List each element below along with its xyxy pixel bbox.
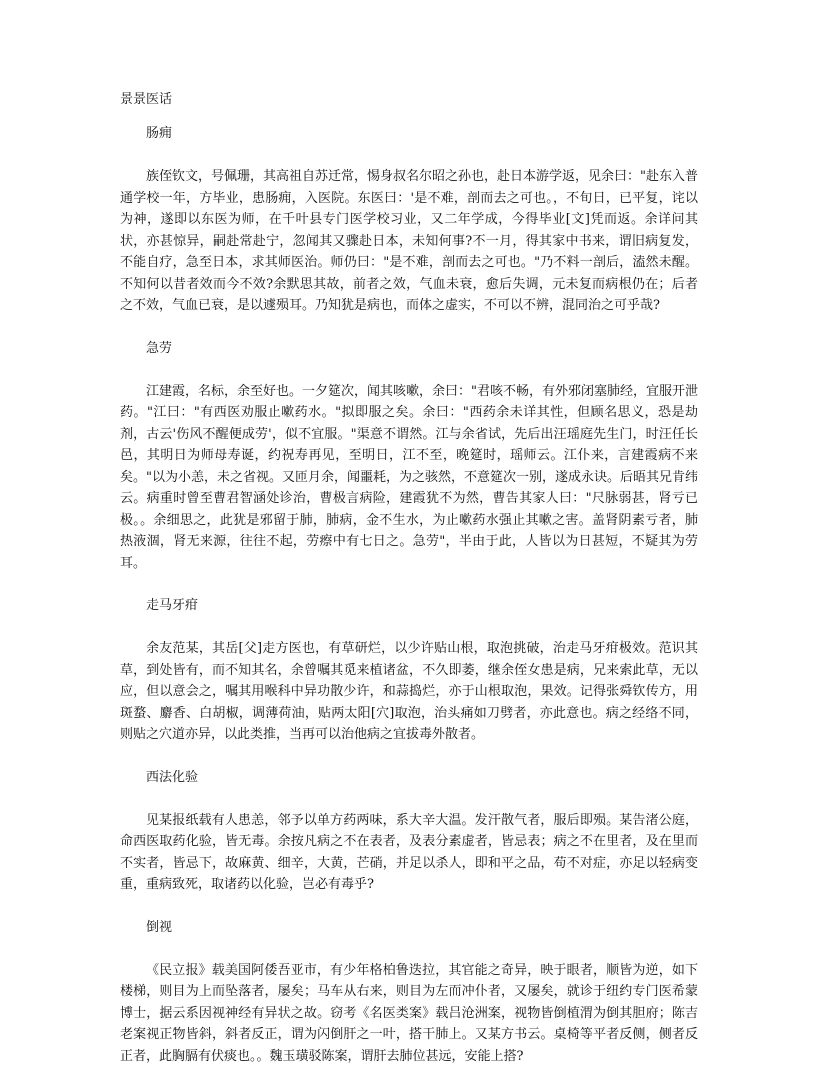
section-heading-xifahuayan: 西法化验	[120, 770, 698, 786]
section-text-daoshi: 《民立报》载美国阿倭吾亚市，有少年格柏鲁迭拉，其官能之奇异，映于眼者，顺皆为逆，如下楼梯，则目为上而坠落者，屡矣；马车从右来，则目为左而冲仆者，又屡矣，就诊于纽约专门医希蒙博士，据云系因视神经有异状之故。窃考《名医类案》载吕沧洲案，视物皆倒植渭为倒其胆府；陈吉老案视正物皆斜，斜者反正，谓为闪倒肝之一叶，搭干肺上。又某方书云。桌椅等平者反侧，侧者反正者，此胸膈有伏痰也。。魏玉璜驳陈案，谓肝去肺位甚远，安能上搭?	[120, 960, 698, 1067]
section-heading-jilao: 急劳	[120, 341, 698, 357]
section-text-jilao: 江建霞，名标，余至好也。一夕筵次，闻其咳嗽，余曰："君咳不畅，有外邪闭塞肺经，宜服开泄药。"江曰："有西医劝服止嗽药水。"拟即服之矣。余曰："西药余未详其性，但顾名思义，恐是劫剂，古云'伤风不醒便成劳'，似不宜服。"渠意不谓然。江与余省试，先后出汪瑶庭先生门，时汪任长邑，其明日为师母寿诞，约祝寿再见，至明日，江不至，晚筵时，瑶师云。江仆来，言建霞病不来矣。"以为小恙，未之省视。又匝月余，闻噩耗，为之骇然，不意筵次一别，遂成永诀。后晤其兄肯纬云。病重时曾至曹君智涵处诊治，曹极言病险，建霞犹不为然，曹告其家人曰："尺脉弱甚，肾亏已极。。余细思之，此犹是邪留于肺，肺病，金不生水，为止嗽药水强止其嗽之害。盖肾阴素亏者，肺热液涸，肾无来源，往往不起，劳瘵中有七日之。急劳"，半由于此，人皆以为日甚短，不疑其为劳耳。	[120, 381, 698, 575]
section-text-xifahuayan: 见某报纸载有人患恙，邻予以单方药两味，系大辛大温。发汗散气者，服后即殒。某告渚公庭，命西医取药化验，皆无毒。余按凡病之不在表者，及表分素虚者，皆忌表；病之不在里者，及在里而不实者，皆忌下，故麻黄、细辛，大黄，芒硝，并足以杀人，即和平之品，苟不对症，亦足以轻病变重，重病致死，取诸药以化验，岂必有毒乎?	[120, 810, 698, 896]
section-text-changyong: 族侄钦文，号佩珊，其高祖自苏迁常，惕身叔名尔昭之孙也，赴日本游学返，见余曰："赴东入普通学校一年，方毕业，患肠痈，入医院。东医曰：'是不难，剖而去之可也。，不旬日，已平复，诧以为神，遂即以东医为师，在千叶县专门医学校习业，又二年学成，今得毕业[文]凭而返。余详问其状，亦甚惊异，嗣赴常赴宁，忽闻其又骤赴日本，未知何事?不一月，得其家中书来，谓旧病复发，不能自疗，急至日本，求其师医治。师仍曰："是不难，剖而去之可也。"乃不料一剖后，溘然未醒。不知何以昔者效而今不效?余默思其故，前者之效，气血未衰，愈后失调，元未复而病根仍在；后者之不效，气血已衰，是以遽殒耳。乃知犹是病也，而体之虚实，不可以不辨，混同治之可乎哉?	[120, 166, 698, 317]
document-page	[120, 92, 698, 1067]
section-heading-zoumayagan: 走马牙疳	[120, 598, 698, 614]
section-text-zoumayagan: 余友范某，其岳[父]走方医也，有草研烂，以少许贴山根，取泡挑破，治走马牙疳极效。范识其草，到处皆有，而不知其名，余曾嘱其觅来植诸盆，不久即萎，继余侄女患是病，兄来索此草，无以应，但以意会之，嘱其用喉科中异功散少许，和蒜捣烂，亦于山根取泡，果效。记得张舜钦传方，用斑蝥、麝香、白胡椒，调薄荷油，贴两太阳[穴]取泡，治头痛如刀劈者，亦此意也。病之经络不同，则贴之穴道亦异，以此类推，当再可以治他病之宜拔毒外散者。	[120, 638, 698, 746]
section-heading-changyong: 肠痈	[120, 126, 698, 142]
document-title: 景景医话	[120, 92, 698, 108]
section-heading-daoshi: 倒视	[120, 920, 698, 936]
